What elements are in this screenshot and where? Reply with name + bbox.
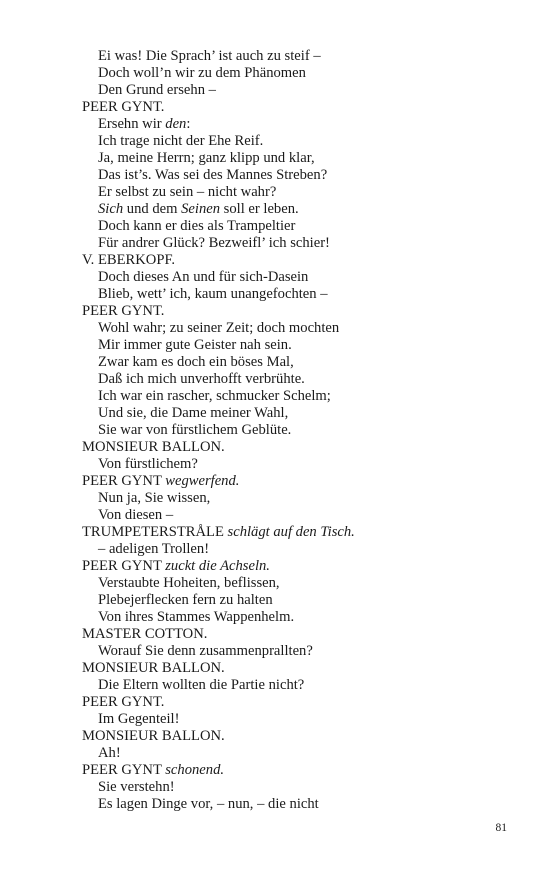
stage-direction: zuckt die Achseln. bbox=[165, 558, 270, 574]
verse-line bbox=[82, 116, 522, 133]
verse-line bbox=[82, 82, 522, 99]
stage-direction: schlägt auf den Tisch. bbox=[227, 524, 355, 540]
line-text: PEER GYNT. bbox=[82, 99, 165, 115]
line-text: Er selbst zu sein – nicht wahr? bbox=[98, 184, 277, 200]
line-text: Daß ich mich unverhofft verbrühte. bbox=[98, 371, 305, 387]
verse-line bbox=[82, 677, 522, 694]
line-text: Mir immer gute Geister nah sein. bbox=[98, 337, 292, 353]
verse-line bbox=[82, 235, 522, 252]
verse-line bbox=[82, 218, 522, 235]
verse-line bbox=[82, 507, 522, 524]
emphasis-text: Seinen bbox=[181, 201, 221, 217]
verse-line bbox=[82, 490, 522, 507]
line-text: Für andrer Glück? Bezweifl’ ich schier! bbox=[98, 235, 330, 251]
line-text: PEER GYNT. bbox=[82, 694, 165, 710]
speaker-line bbox=[82, 660, 522, 677]
speaker-line bbox=[82, 99, 522, 116]
emphasis-text: den bbox=[165, 116, 187, 132]
line-text: Doch dieses An und für sich-Dasein bbox=[98, 269, 309, 285]
verse-line bbox=[82, 745, 522, 762]
line-text: und dem bbox=[123, 201, 182, 217]
verse-line bbox=[82, 422, 522, 439]
verse-line bbox=[82, 337, 522, 354]
line-text: Sie war von fürstlichem Geblüte. bbox=[98, 422, 292, 438]
verse-line bbox=[82, 269, 522, 286]
verse-line bbox=[82, 167, 522, 184]
verse-line bbox=[82, 575, 522, 592]
line-text: V. EBERKOPF. bbox=[82, 252, 176, 268]
verse-line bbox=[82, 320, 522, 337]
speaker-line bbox=[82, 728, 522, 745]
verse-line bbox=[82, 711, 522, 728]
verse-line bbox=[82, 354, 522, 371]
stage-direction: schonend. bbox=[165, 762, 225, 778]
line-text: Von diesen – bbox=[98, 507, 174, 523]
verse-line bbox=[82, 405, 522, 422]
line-text: Sie verstehn! bbox=[98, 779, 175, 795]
verse-line bbox=[82, 150, 522, 167]
line-text: Ich trage nicht der Ehe Reif. bbox=[98, 133, 264, 149]
line-text: TRUMPETERSTRÅLE bbox=[82, 524, 228, 540]
verse-line bbox=[82, 371, 522, 388]
line-text: Den Grund ersehn – bbox=[98, 82, 216, 98]
verse-line bbox=[82, 201, 522, 218]
verse-line bbox=[82, 65, 522, 82]
line-text: Ersehn wir bbox=[98, 116, 166, 132]
line-text: PEER GYNT bbox=[82, 473, 166, 489]
line-text: PEER GYNT bbox=[82, 558, 166, 574]
line-text: Ich war ein rascher, schmucker Schelm; bbox=[98, 388, 331, 404]
line-text: Worauf Sie denn zusammenprallten? bbox=[98, 643, 313, 659]
line-text: Doch woll’n wir zu dem Phänomen bbox=[98, 65, 306, 81]
verse-line bbox=[82, 456, 522, 473]
emphasis-text: Sich bbox=[98, 201, 124, 217]
line-text: Es lagen Dinge vor, – nun, – die nicht bbox=[98, 796, 319, 812]
speaker-line bbox=[82, 694, 522, 711]
line-text: – adeligen Trollen! bbox=[98, 541, 210, 557]
page-number: 81 bbox=[495, 822, 507, 834]
verse-line bbox=[82, 779, 522, 796]
speaker-line bbox=[82, 439, 522, 456]
line-text: : bbox=[186, 116, 191, 132]
line-text: Ah! bbox=[98, 745, 121, 761]
speaker-line bbox=[82, 626, 522, 643]
line-text: Verstaubte Hoheiten, beflissen, bbox=[98, 575, 280, 591]
speaker-line bbox=[82, 762, 522, 779]
text-block bbox=[82, 48, 522, 813]
line-text: Zwar kam es doch ein böses Mal, bbox=[98, 354, 294, 370]
speaker-line bbox=[82, 252, 522, 269]
line-text: Doch kann er dies als Trampeltier bbox=[98, 218, 296, 234]
line-text: Ei was! Die Sprach’ ist auch zu steif – bbox=[98, 48, 321, 64]
line-text: Wohl wahr; zu seiner Zeit; doch mochten bbox=[98, 320, 340, 336]
verse-line bbox=[82, 643, 522, 660]
verse-line bbox=[82, 48, 522, 65]
line-text: Plebejerflecken fern zu halten bbox=[98, 592, 273, 608]
line-text: MONSIEUR BALLON. bbox=[82, 728, 225, 744]
verse-line bbox=[82, 609, 522, 626]
line-text: Im Gegenteil! bbox=[98, 711, 180, 727]
line-text: MASTER COTTON. bbox=[82, 626, 208, 642]
line-text: PEER GYNT. bbox=[82, 303, 165, 319]
line-text: Blieb, wett’ ich, kaum unangefochten – bbox=[98, 286, 328, 302]
verse-line bbox=[82, 388, 522, 405]
line-text: Die Eltern wollten die Partie nicht? bbox=[98, 677, 305, 693]
line-text: MONSIEUR BALLON. bbox=[82, 439, 225, 455]
speaker-line bbox=[82, 558, 522, 575]
line-text: Und sie, die Dame meiner Wahl, bbox=[98, 405, 289, 421]
line-text: PEER GYNT bbox=[82, 762, 166, 778]
verse-line bbox=[82, 184, 522, 201]
line-text: soll er leben. bbox=[220, 201, 299, 217]
verse-line bbox=[82, 796, 522, 813]
line-text: Von ihres Stammes Wappenhelm. bbox=[98, 609, 295, 625]
line-text: Das ist’s. Was sei des Mannes Streben? bbox=[98, 167, 328, 183]
verse-line bbox=[82, 592, 522, 609]
verse-line bbox=[82, 133, 522, 150]
line-text: MONSIEUR BALLON. bbox=[82, 660, 225, 676]
line-text: Von fürstlichem? bbox=[98, 456, 198, 472]
verse-line bbox=[82, 541, 522, 558]
stage-direction: wegwerfend. bbox=[165, 473, 240, 489]
line-text: Nun ja, Sie wissen, bbox=[98, 490, 211, 506]
line-text: Ja, meine Herrn; ganz klipp und klar, bbox=[98, 150, 315, 166]
speaker-line bbox=[82, 524, 522, 541]
verse-line bbox=[82, 286, 522, 303]
speaker-line bbox=[82, 473, 522, 490]
speaker-line bbox=[82, 303, 522, 320]
